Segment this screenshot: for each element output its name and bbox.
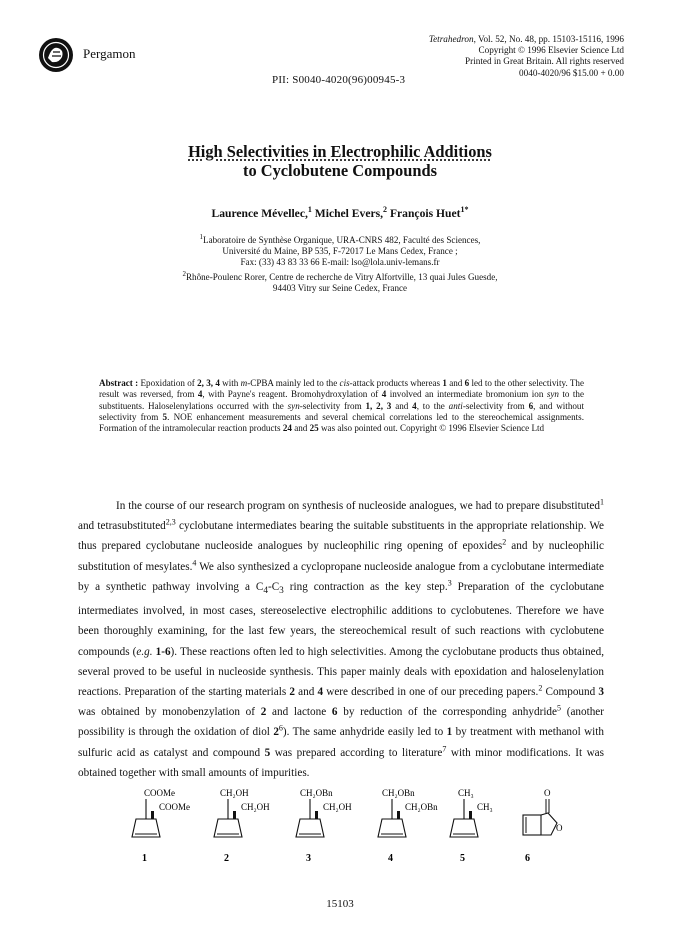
body-text-run: was prepared according to literature [270,746,443,759]
printed-line: Printed in Great Britain. All rights reserved [465,56,624,67]
compound-ref: 1, 2, 3 [365,400,392,411]
copyright-line: Copyright © 1996 Elsevier Science Ltd [478,45,624,56]
abstract-italic: cis [339,378,350,388]
substituent-label: COOMe [144,788,175,798]
abstract-text: -selectivity from [462,400,529,411]
body-text-run: with minor modifications. It was obtained together with small amounts of impurities. [78,746,604,779]
reference-mark: 5 [557,703,561,713]
compound-ref: 4 [412,400,417,411]
compound-4 [378,788,438,864]
body-text-run: was obtained by monobenzylation of [78,706,261,719]
journal-name: Tetrahedron [428,34,474,44]
substituent-label: CH₂OBn [300,788,333,798]
compound-label: 3 [306,853,311,864]
compound-label: 1 [142,853,147,864]
body-text-run: and [294,686,318,699]
journal-citation: , Vol. 52, No. 48, pp. 15103-15116, 1996 [473,34,624,44]
body-text-run: We also synthesized a cyclopropane nucleoside analogue from a cyclobutane intermediate by a synthetic pathway involving a C [78,560,604,593]
body-text-run: and tetrasubstituted [78,520,166,533]
compound-ref: 4 [197,389,203,400]
reference-mark: 4 [192,557,197,567]
body-text-run: (another possibility is through the oxidation of diol [78,706,604,739]
compound-ref: 6 [528,400,534,411]
abstract-italic: syn [287,400,300,411]
affil-2-line-2: 94403 Vitry sur Seine Cedex, France [272,282,408,293]
substituent-label: CH₂OH [220,788,249,798]
abstract-text: and [446,378,465,388]
reference-mark: 1 [600,497,604,507]
compound-ref: 2 [289,686,295,699]
abstract-text: , with Payne's reagent. Bromohydroxylation of [202,389,382,400]
body-text-run: ). These reactions often led to high selectivities. Among the cyclobutane products thus obtained, several proved to be useful in nucleoside synthesis. This paper mainly deals with epoxidation and haloselenylation reactions. Preparation of the starting materials [78,645,604,699]
compound-ref: 4 [317,686,324,699]
compound-ref: 6 [331,706,338,719]
compound-2 [214,788,270,864]
compound-ref: 4 [381,389,387,400]
page-number: 15103 [326,898,354,910]
compound-3 [296,788,352,864]
body-text-run: In the course of our research program on synthesis of nucleoside analogues, we had to prepare disubstituted [116,500,600,512]
body-text-run: -C [267,580,280,593]
abstract-text: , and without selectivity from [99,400,584,422]
subscript: 4 [263,586,268,597]
journal-citation-block [304,34,624,79]
affil-mark: 2 [182,269,186,278]
compound-ref: 3 [598,686,604,699]
compound-label: 6 [525,853,530,864]
abstract-text: , to the [416,400,449,411]
substituent-label: CH₂OH [323,802,352,812]
author-affil-mark: 1 [307,205,312,214]
compound-ref: 2 [260,706,267,719]
body-text-run: Compound [542,686,599,699]
abstract-text: with [219,378,241,388]
reference-mark: 2,3 [165,517,176,527]
title-line-1: High Selectivities in Electrophilic Additions [188,142,492,161]
body-text-run: Preparation of the cyclobutane intermediates involved, in most cases, stereoselective electrophilic additions to cyclobutenes. Therefore we have been thoroughly examining, for the last few years, the stereochemical result of such reactions with cyclobutene compounds ( [78,580,605,658]
compound-ref: 1 [446,726,453,739]
abstract-text: was also pointed out. Copyright © 1996 Elsevier Science Ltd [318,423,545,434]
body-text-run: by reduction of the corresponding anhydride [337,706,557,719]
abstract [99,378,584,434]
abstract-text: and [291,423,310,434]
body-text-run: were described in one of our preceding papers. [323,686,539,699]
body-text-run: ring contraction as the key step. [283,580,448,593]
author-name: Michel Evers, [314,206,384,220]
body-paragraph [78,496,604,783]
reference-mark: 3 [447,578,452,588]
affil-1-line-1: Laboratoire de Synthèse Organique, URA-CNRS 482, Faculté des Sciences, [203,235,481,246]
compound-5 [450,788,493,864]
body-text-run: and by nucleophilic substitution of mesylates. [78,540,604,573]
pergamon-logo [38,37,74,73]
compound-ref: 2, 3, 4 [197,378,220,388]
abstract-text: involved an intermediate bromonium ion [386,389,547,400]
body-text-run: and lactone [266,706,332,719]
reference-mark: 6 [278,723,283,733]
compound-ref: 6 [464,378,470,388]
compound-label: 2 [224,853,229,864]
abstract-label: Abstract : [99,378,139,388]
affil-2-line-1: Rhône-Poulenc Rorer, Centre de recherche de Vitry Alfortville, 13 quai Jules Guesde, [185,271,498,282]
affil-1-line-3: Fax: (33) 43 83 33 66 E-mail: lso@lola.univ-lemans.fr [240,257,440,268]
body-text-run: ). The same anhydride easily led to [282,726,447,739]
compound-ref: 25 [309,423,319,434]
substituent-label: CH₃ [458,788,474,798]
compound-1 [132,788,190,864]
abstract-italic: anti [448,400,463,411]
ring-oxygen-label: O [556,823,563,833]
compound-ref: 1-6 [152,645,171,658]
abstract-text: and [391,400,413,411]
substituent-label: CH₂OH [241,802,270,812]
author-affil-mark: 1* [460,205,469,214]
reference-mark: 7 [442,743,447,753]
abstract-italic: m [240,378,248,388]
body-text-run: cyclobutane intermediates bearing the suitable substituents in the appropriate relationship. We thus prepared cyclobutane nucleoside analogues by nucleophilic ring opening of epoxides [78,520,604,553]
affil-mark: 1 [199,233,204,241]
abstract-text: Epoxidation of [138,378,198,388]
reference-mark: 2 [502,537,507,547]
author-name: Laurence Mévellec, [211,206,308,220]
carbonyl-oxygen-label: O [544,788,551,798]
substituent-label: CH₃ [477,802,493,812]
compound-ref: 24 [282,423,292,434]
compound-6 [523,788,563,864]
substituent-label: CH₂OBn [382,788,415,798]
compound-structures [108,787,578,867]
pii-identifier: PII: S0040-4020(96)00945-3 [272,74,406,86]
abstract-text: led to the other selectivity. The result was reversed, from [99,378,584,400]
compound-label: 4 [388,853,393,864]
compound-ref: 2 [273,726,279,739]
author-affil-mark: 2 [383,205,388,214]
abstract-text: -attack products whereas [349,378,443,388]
title-line-2: to Cyclobutene Compounds [243,161,437,180]
abstract-text: to the substituents. Haloselenylations occurred with the [99,389,584,411]
body-text [78,496,604,783]
publisher-name: Pergamon [83,46,136,61]
compound-ref: 1 [442,378,447,388]
compound-ref: 5 [162,411,168,422]
author-list [0,205,680,220]
author-name: François Huet [389,206,461,220]
compound-ref: 5 [264,746,271,759]
substituent-label: CH₂OBn [405,802,438,812]
affiliations [0,232,680,294]
body-italic: e.g. [136,645,153,658]
price-line: 0040-4020/96 $15.00 + 0.00 [519,67,624,78]
paper-title [0,142,680,180]
abstract-text: -selectivity from [299,400,366,411]
body-text-run: by treatment with methanol with sulfuric acid as catalyst and compound [78,726,604,759]
subscript: 3 [279,586,284,597]
substituent-label: COOMe [159,802,190,812]
reference-mark: 2 [538,683,543,693]
abstract-text: . NOE enhancement measurements and several chemical correlations led to the stereochemical assignments. Formation of the intramolecular reaction products [99,411,584,434]
abstract-text: -CPBA mainly led to the [247,378,340,388]
affil-1-line-2: Université du Maine, BP 535, F-72017 Le Mans Cedex, France ; [222,246,458,257]
compound-label: 5 [460,853,465,864]
abstract-italic: syn [546,389,559,400]
